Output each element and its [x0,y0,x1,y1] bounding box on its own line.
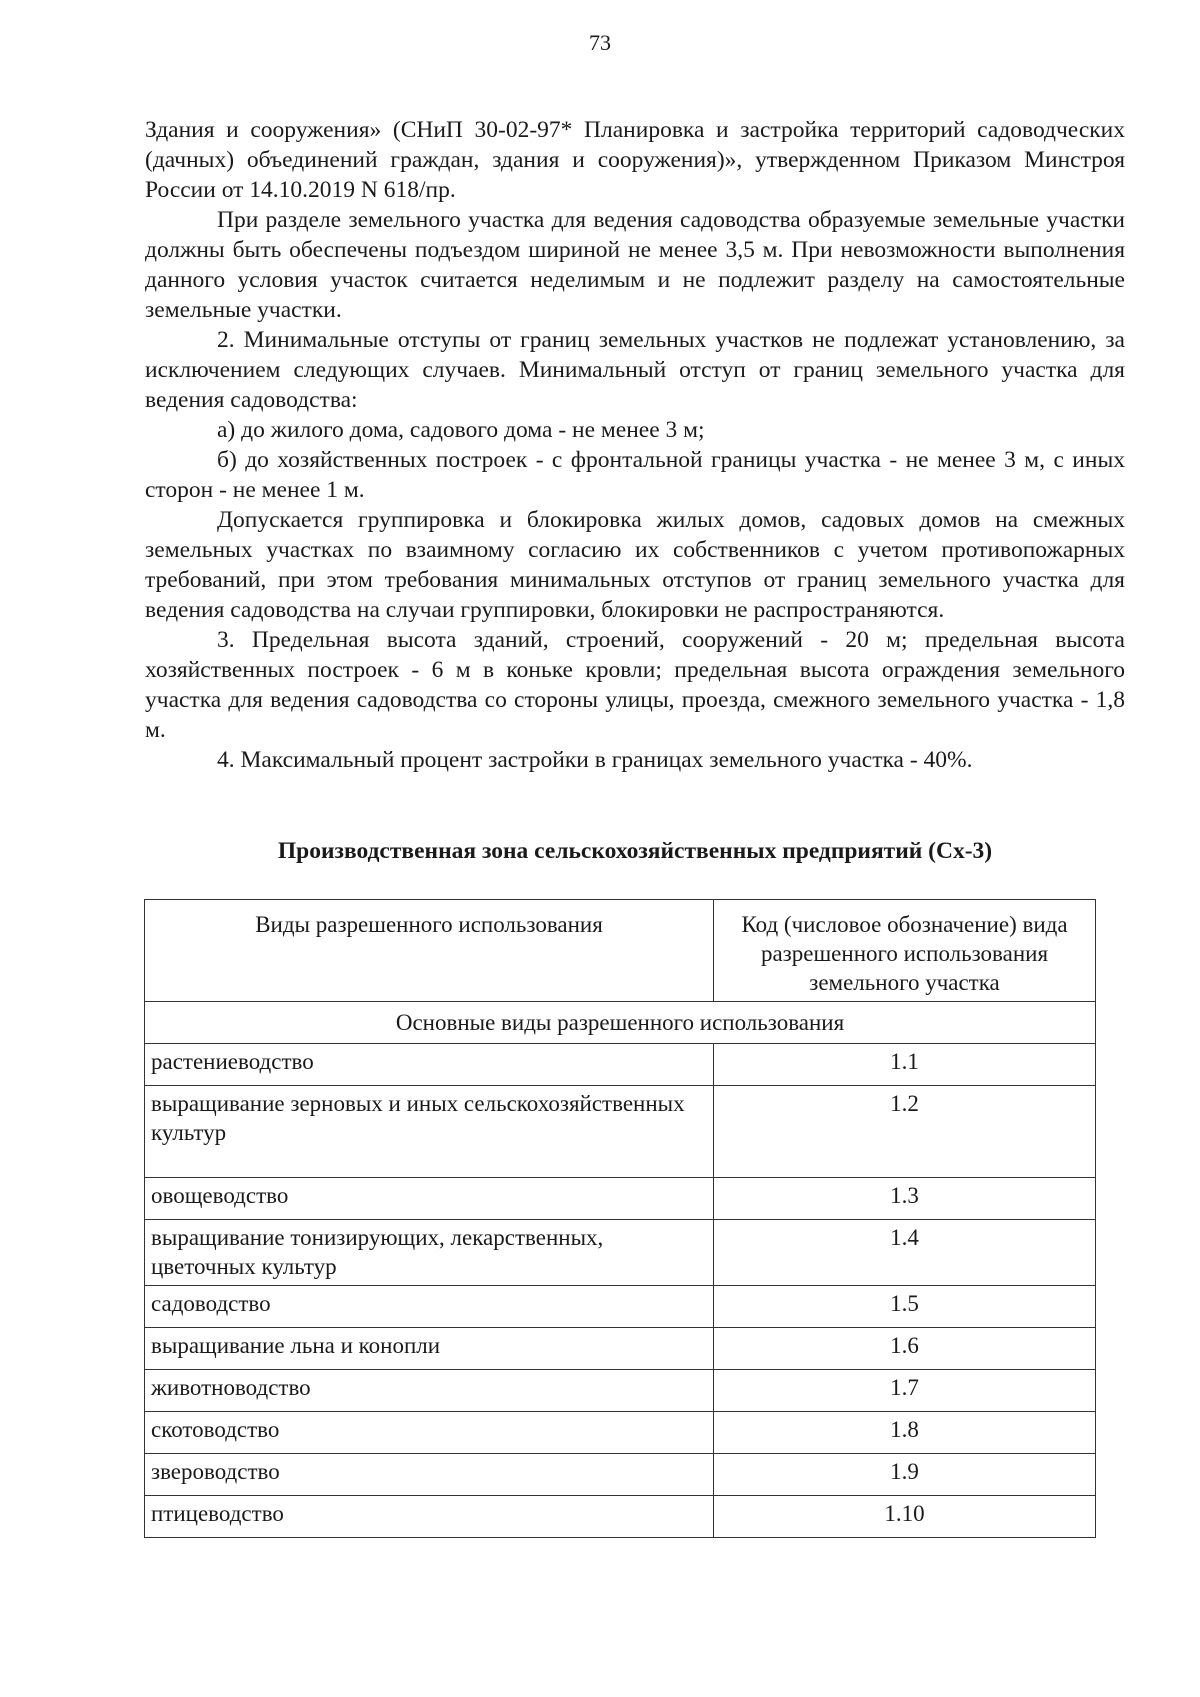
use-name: выращивание зерновых и иных сельскохозяйственных культур [145,1086,714,1178]
use-code: 1.7 [714,1370,1096,1412]
land-use-table [144,899,1096,1538]
use-code: 1.2 [714,1086,1096,1178]
table-row [145,1286,1096,1328]
header-code: Код (числовое обозначение) вида разрешенного использования земельного участка [714,900,1096,1002]
use-code: 1.8 [714,1412,1096,1454]
paragraph: Здания и сооружения» (СНиП 30-02-97* Планировка и застройка территорий садоводческих (дачных) объединений граждан, здания и сооружения)», утвержденном Приказом Минстроя России от 14.10.2019 N 618/пр. [145,117,1125,203]
use-name: выращивание льна и конопли [145,1328,714,1370]
table-row [145,1044,1096,1086]
use-code: 1.4 [714,1220,1096,1286]
table-row [145,1412,1096,1454]
paragraph: 2. Минимальные отступы от границ земельных участков не подлежат установлению, за исключением следующих случаев. Минимальный отступ от границ земельного участка для ведения садоводства: [145,327,1125,413]
table-row [145,1220,1096,1286]
paragraph: 3. Предельная высота зданий, строений, сооружений - 20 м; предельная высота хозяйственных построек - 6 м в коньке кровли; предельная высота ограждения земельного участка для ведения садоводства со стороны улицы, проезда, смежного земельного участка - 1,8 м. [145,627,1125,743]
use-code: 1.9 [714,1454,1096,1496]
use-code: 1.10 [714,1496,1096,1538]
table-header-row [145,900,1096,1002]
table-subheading-row [145,1002,1096,1044]
table-subheading: Основные виды разрешенного использования [145,1002,1096,1044]
table-row [145,1496,1096,1538]
use-code: 1.3 [714,1178,1096,1220]
page-number: 73 [589,30,611,55]
paragraph: Допускается группировка и блокировка жилых домов, садовых домов на смежных земельных участках по взаимному согласию их собственников с учетом противопожарных требований, при этом требования минимальных отступов от границ земельного участка для ведения садоводства на случаи группировки, блокировки не распространяются. [145,507,1125,623]
body-text [145,115,1125,775]
section-heading: Производственная зона сельскохозяйственных предприятий (Сх-3) [277,838,993,864]
use-name: садоводство [145,1286,714,1328]
use-code: 1.5 [714,1286,1096,1328]
table-row [145,1328,1096,1370]
table-row [145,1370,1096,1412]
table-row [145,1454,1096,1496]
use-name: птицеводство [145,1496,714,1538]
use-name: овощеводство [145,1178,714,1220]
use-code: 1.6 [714,1328,1096,1370]
use-name: животноводство [145,1370,714,1412]
table-row [145,1178,1096,1220]
use-name: скотоводство [145,1412,714,1454]
paragraph: б) до хозяйственных построек - с фронтальной границы участка - не менее 3 м, с иных сторон - не менее 1 м. [145,447,1125,503]
paragraph: При разделе земельного участка для ведения садоводства образуемые земельные участки должны быть обеспечены подъездом шириной не менее 3,5 м. При невозможности выполнения данного условия участок считается неделимым и не подлежит разделу на самостоятельные земельные участки. [145,207,1125,323]
use-code: 1.1 [714,1044,1096,1086]
use-name: выращивание тонизирующих, лекарственных, цветочных культур [145,1220,714,1286]
table-row [145,1086,1096,1178]
header-name: Виды разрешенного использования [145,900,714,1002]
use-name: растениеводство [145,1044,714,1086]
use-name: звероводство [145,1454,714,1496]
paragraph: а) до жилого дома, садового дома - не менее 3 м; [217,417,705,443]
paragraph: 4. Максимальный процент застройки в границах земельного участка - 40%. [217,747,973,773]
